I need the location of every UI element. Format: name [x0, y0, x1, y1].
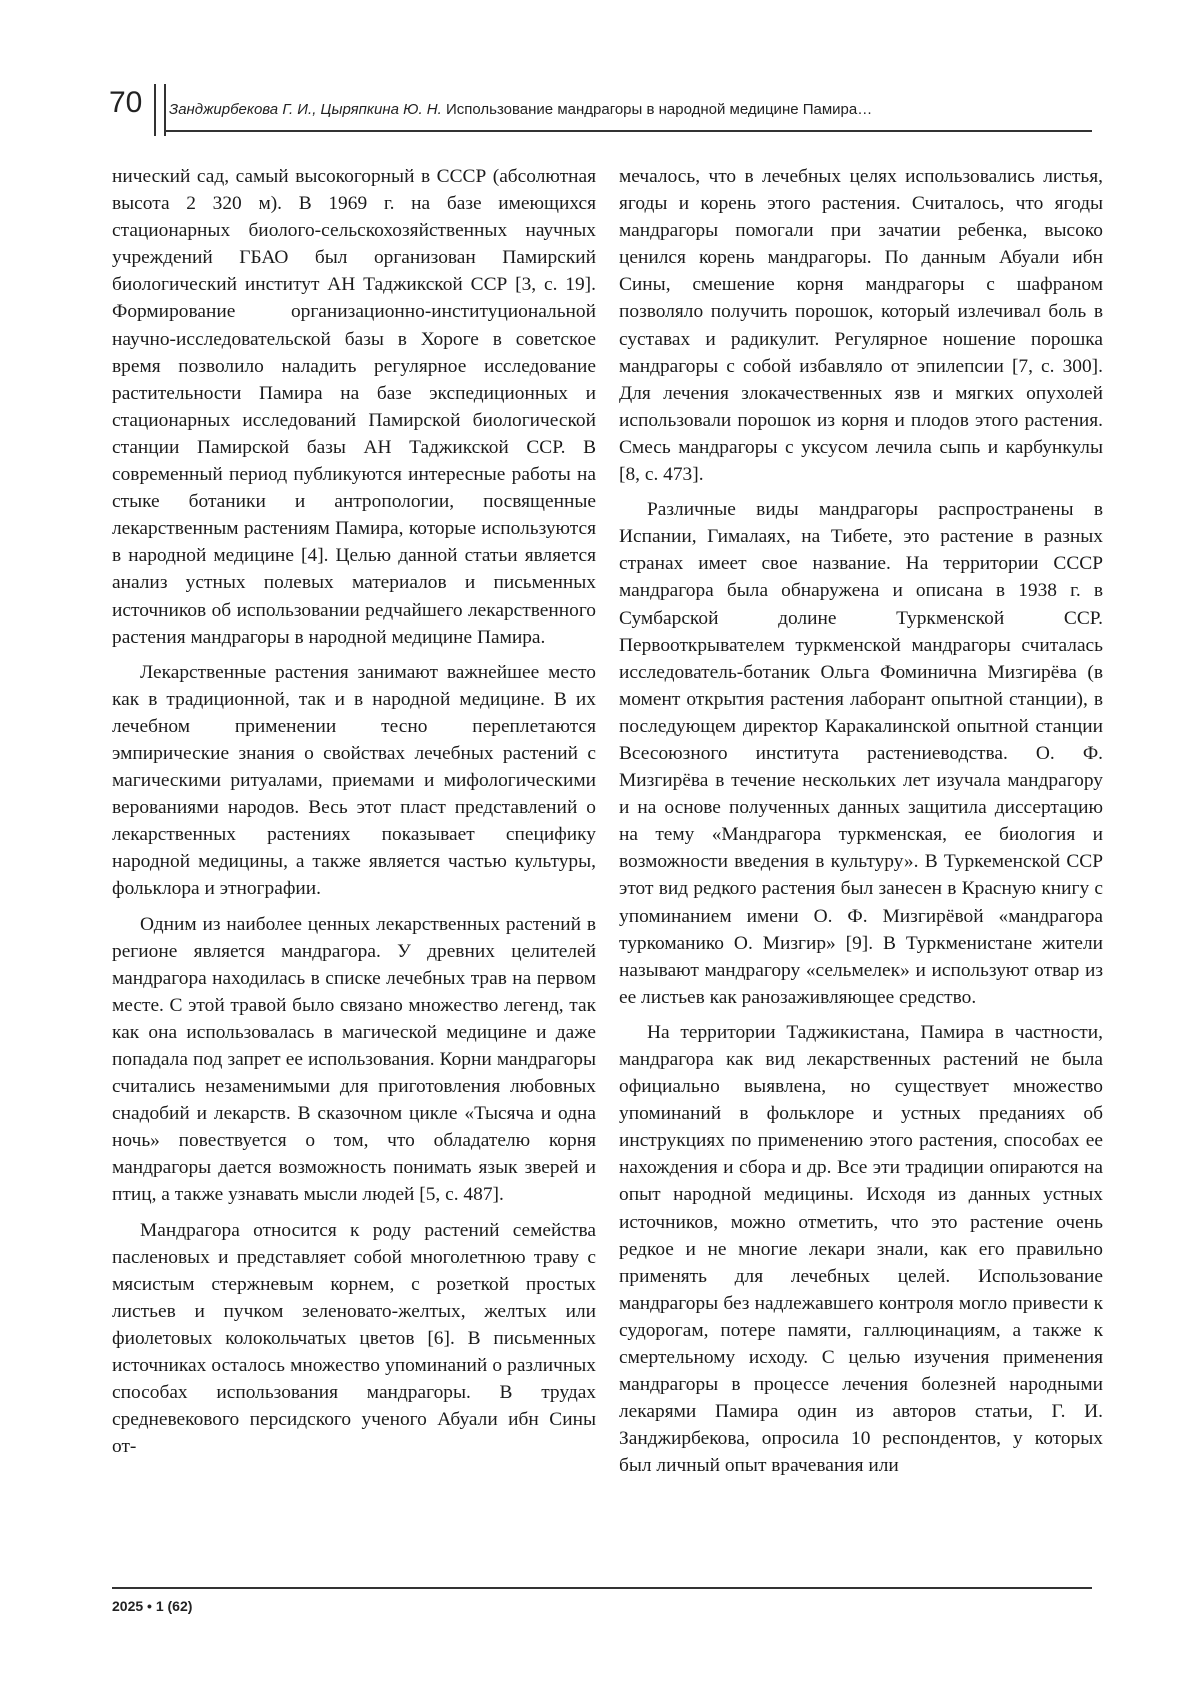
page-number: 70	[109, 86, 143, 119]
header-divider	[154, 84, 166, 136]
paragraph: Лекарственные растения занимают важнейшее место как в традиционной, так и в народной медицине. В их лечебном применении тесно переплетаются эмпирические знания о свойствах лечебных растений с магическими ритуалами, приемами и мифологическими верованиями народов. Весь этот пласт представлений о лекарственных растениях показывает специфику народной медицины, а также является частью культуры, фольклора и этнографии.	[112, 661, 596, 900]
issue-number: 2025 • 1 (62)	[112, 1598, 193, 1614]
paragraph: Одним из наиболее ценных лекарственных растений в регионе является мандрагора. У древних целителей мандрагора находилась в списке лечебных трав на первом месте. С этой травой было связано множество легенд, так как она использовалась в магической медицине и даже попадала под запрет ее использования. Корни мандрагоры считались незаменимыми для приготовления любовных снадобий и лекарств. В сказочном цикле «Тысяча и одна ночь» повествуется о том, что обладателю корня мандрагоры дается возможность понимать язык зверей и птиц, а также узнавать мысли людей [5, с. 487].	[112, 913, 596, 1206]
paragraph: Различные виды мандрагоры распространены в Испании, Гималаях, на Тибете, это растение в разных странах имеет свое название. На территории СССР мандрагора была обнаружена и описана в 1938 г. в Сумбарской долине Туркменской ССР. Первооткрывателем туркменской мандрагоры считалась исследователь-ботаник Ольга Фоминична Мизгирёва (в момент открытия растения лаборант опытной станции), в последующем директор Каракалинской опытной станции Всесоюзного института растениеводства. О. Ф. Мизгирёва в течение нескольких лет изучала мандрагору и на основе полученных данных защитила диссертацию на тему «Мандрагора туркменская, ее биология и возможности введения в культуру». В Туркеменской ССР этот вид редкого растения был занесен в Красную книгу с упоминанием имени О. Ф. Мизгирёвой «мандрагора туркоманико О. Мизгир» [9]. В Туркменистане жители называют мандрагору «сельмелек» и используют отвар из ее листьев как ранозаживляющее средство.	[619, 499, 1103, 1008]
paragraph: На территории Таджикистана, Памира в частности, мандрагора как вид лекарственных растений не была официально выявлена, но существует множество упоминаний в фольклоре и устных преданиях об инструкциях по применению этого растения, способах ее нахождения и сбора и др. Все эти традиции опираются на опыт народной медицины. Исходя из данных устных источников, можно отметить, что это растение очень редкое и не многие лекари знали, как его правильно применять для лечебных целей. Использование мандрагоры без надлежавшего контроля могло привести к судорогам, потере памяти, галлюцинациям, а также к смертельному исходу. С целью изучения применения мандрагоры в процессе лечения болезней народными лекарями Памира один из авторов статьи, Г. И. Занджирбекова, опросила 10 респондентов, у которых был личный опыт врачевания или	[619, 1021, 1103, 1477]
running-head-title: Использование мандрагоры в народной медицине Памира…	[445, 101, 873, 118]
right-column	[619, 163, 1103, 1488]
page-header	[109, 84, 1092, 144]
paragraph: Мандрагора относится к роду растений семейства пасленовых и представляет собой многолетнюю траву с мясистым стержневым корнем, с розеткой простых листьев и пучком зеленовато-желтых, желтых или фиолетовых колокольчатых цветов [6]. В письменных источниках осталось множество упоминаний о различных способах использования мандрагоры. В трудах средневекового персидского ученого Абуали ибн Сины от-	[112, 1219, 596, 1458]
running-head-authors: Занджирбекова Г. И., Цыряпкина Ю. Н.	[169, 101, 442, 118]
running-head	[169, 101, 1089, 118]
paragraph: нический сад, самый высокогорный в СССР (абсолютная высота 2 320 м). В 1969 г. на базе имеющихся стационарных биолого-сельскохозяйственных научных учреждений ГБАО был организован Памирский биологический институт АН Таджикской ССР [3, с. 19]. Формирование организационно-институциональной научно-исследовательской базы в Хороге в советское время позволило наладить регулярное исследование растительности Памира на базе экспедиционных и стационарных исследований Памирской биологической станции Памирской базы АН Таджикской ССР. В современный период публикуются интересные работы на стыке ботаники и антропологии, посвященные лекарственным растениям Памира, которые используются в народной медицине [4]. Целью данной статьи является анализ устных полевых материалов и письменных источников об использовании редчайшего лекарственного растения мандрагоры в народной медицине Памира.	[112, 166, 596, 648]
footer-rule	[112, 1587, 1092, 1589]
paragraph: мечалось, что в лечебных целях использовались листья, ягоды и корень этого растения. Считалось, что ягоды мандрагоры помогали при зачатии ребенка, высоко ценился корень мандрагоры. По данным Абуали ибн Сины, смешение корня мандрагоры с шафраном позволяло получить порошок, который излечивал боль в суставах и радикулит. Регулярное ношение порошка мандрагоры с собой избавляло от эпилепсии [7, с. 300]. Для лечения злокачественных язв и мягких опухолей использовали порошок из корня и плодов этого растения. Смесь мандрагоры с уксусом лечила сыпь и карбункулы [8, с. 473].	[619, 166, 1103, 486]
left-column	[112, 163, 596, 1468]
header-rule	[166, 130, 1092, 132]
